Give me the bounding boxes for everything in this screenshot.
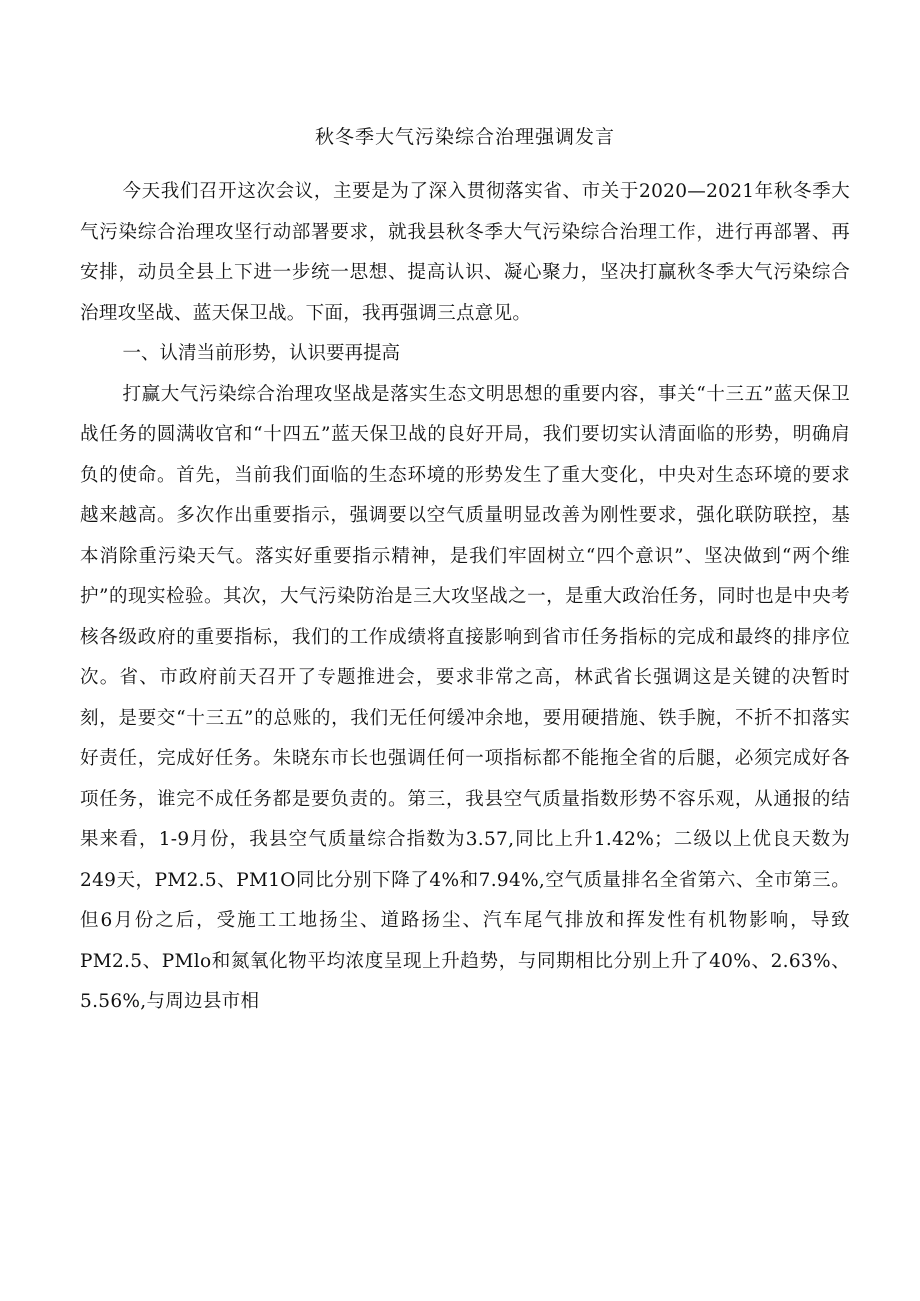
intro-paragraph: 今天我们召开这次会议，主要是为了深入贯彻落实省、市关于2020—2021年秋冬季大气污染综合治理攻坚行动部署要求，就我县秋冬季大气污染综合治理工作，进行再部署、再安排，动员全县上下进一步统一思想、提高认识、凝心聚力，坚决打赢秋冬季大气污染综合治理攻坚战、蓝天保卫战。下面，我再强调三点意见。 [80, 181, 850, 324]
section-heading: 一、认清当前形势，认识要再提高 [122, 343, 401, 364]
document-page [80, 0, 850, 1023]
document-title: 秋冬季大气污染综合治理强调发言 [314, 126, 615, 148]
section-body-paragraph: 打赢大气污染综合治理攻坚战是落实生态文明思想的重要内容，事关“十三五”蓝天保卫战任务的圆满收官和“十四五”蓝天保卫战的良好开局，我们要切实认清面临的形势，明确肩负的使命。首先，当前我们面临的生态环境的形势发生了重大变化，中央对生态环境的要求越来越高。多次作出重要指示，强调要以空气质量明显改善为刚性要求，强化联防联控，基本消除重污染天气。落实好重要指示精神，是我们牢固树立“四个意识”、坚决做到“两个维护”的现实检验。其次，大气污染防治是三大攻坚战之一，是重大政治任务，同时也是中央考核各级政府的重要指标，我们的工作成绩将直接影响到省市任务指标的完成和最终的排序位次。省、市政府前天召开了专题推进会，要求非常之高，林武省长强调这是关键的决暂时刻，是要交“十三五”的总账的，我们无任何缓冲余地，要用硬措施、铁手腕，不折不扣落实好责任，完成好任务。朱晓东市长也强调任何一项指标都不能拖全省的后腿，必须完成好各项任务，谁完不成任务都是要负责的。第三，我县空气质量指数形势不容乐观，从通报的结果来看，1-9月份，我县空气质量综合指数为3.57,同比上升1.42%；二级以上优良天数为249天，PM2.5、PM1O同比分别下降了4%和7.94%,空气质量排名全省第六、全市第三。但6月份之后，受施工工地扬尘、道路扬尘、汽车尾气排放和挥发性有机物影响，导致PM2.5、PMlo和氮氧化物平均浓度呈现上升趋势，与同期相比分别上升了40%、2.63%、5.56%,与周边县市相 [80, 383, 850, 1012]
